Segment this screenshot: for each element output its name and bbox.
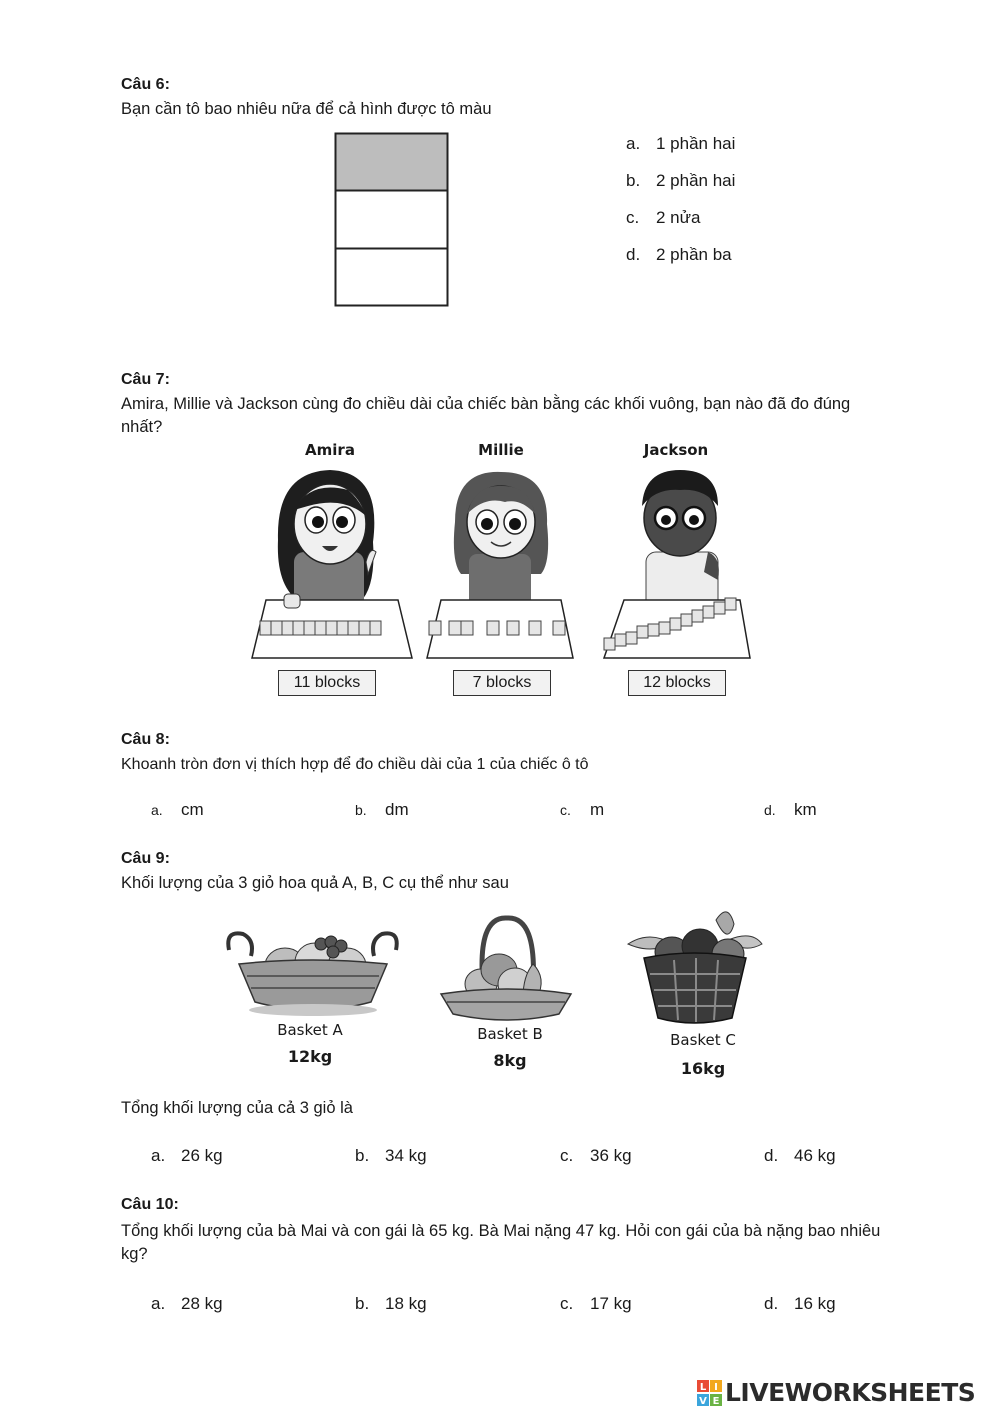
option-letter: c. xyxy=(560,802,571,818)
option-letter: d. xyxy=(764,802,776,818)
q9-option-c[interactable] xyxy=(560,1146,632,1166)
option-letter: d. xyxy=(626,245,641,264)
child-name-millie: Millie xyxy=(478,441,524,459)
unshaded-third-1 xyxy=(336,191,448,249)
option-letter: b. xyxy=(355,802,367,818)
q8-title: Câu 8: xyxy=(121,731,170,748)
logo-letter-e: E xyxy=(712,1396,720,1407)
millie-count: 7 blocks xyxy=(453,670,551,696)
option-text: 46 kg xyxy=(794,1146,836,1165)
child-name-amira: Amira xyxy=(305,441,355,459)
q10-option-c[interactable] xyxy=(560,1294,632,1314)
option-letter: d. xyxy=(764,1146,779,1165)
basket-b-illustration xyxy=(437,914,575,1024)
option-letter: a. xyxy=(151,802,163,818)
logo-text: LIVEWORKSHEETS xyxy=(725,1378,976,1407)
q8-option-a[interactable] xyxy=(151,800,204,820)
q6-text: Bạn cần tô bao nhiêu nữa để cả hình được tô màu xyxy=(121,100,492,118)
q10-option-a[interactable] xyxy=(151,1294,223,1314)
option-text: 26 kg xyxy=(181,1146,223,1165)
q6-option-a[interactable] xyxy=(626,134,735,154)
q9-question: Tổng khối lượng của cả 3 giỏ là xyxy=(121,1099,353,1117)
logo-letter-i: I xyxy=(714,1382,718,1393)
basket-b-weight: 8kg xyxy=(493,1051,527,1070)
logo-letter-v: V xyxy=(699,1396,707,1407)
fraction-thirds-figure xyxy=(334,132,450,308)
q7-title: Câu 7: xyxy=(121,371,170,388)
q6-option-c[interactable] xyxy=(626,208,700,228)
logo-grid-icon xyxy=(697,1380,723,1408)
q10-option-b[interactable] xyxy=(355,1294,427,1314)
basket-c-weight: 16kg xyxy=(680,1059,726,1078)
option-letter: a. xyxy=(151,1294,166,1313)
q6-option-b[interactable] xyxy=(626,171,735,191)
millie-blocks xyxy=(427,618,572,640)
option-letter: c. xyxy=(560,1146,574,1165)
option-letter: b. xyxy=(355,1146,370,1165)
option-letter: b. xyxy=(355,1294,370,1313)
option-text: 2 phần ba xyxy=(656,245,732,264)
basket-c-illustration xyxy=(624,900,764,1030)
option-text: 16 kg xyxy=(794,1294,836,1313)
option-letter: a. xyxy=(151,1146,166,1165)
q10-text: Tổng khối lượng của bà Mai và con gái là 65 kg. Bà Mai nặng 47 kg. Hỏi con gái của bà nặng bao nhiêu kg? xyxy=(121,1222,881,1263)
jackson-count: 12 blocks xyxy=(628,670,726,696)
option-text: dm xyxy=(385,800,409,819)
q8-text: Khoanh tròn đơn vị thích hợp để đo chiều dài của 1 của chiếc ô tô xyxy=(121,756,589,773)
q8-option-d[interactable] xyxy=(764,800,817,820)
shaded-third xyxy=(336,134,448,191)
unshaded-third-2 xyxy=(336,249,448,306)
option-text: 2 phần hai xyxy=(656,171,736,190)
q8-option-b[interactable] xyxy=(355,800,409,820)
option-text: cm xyxy=(181,800,204,819)
option-text: 18 kg xyxy=(385,1294,427,1313)
option-letter: b. xyxy=(626,171,641,190)
option-text: 1 phần hai xyxy=(656,134,736,153)
q9-option-a[interactable] xyxy=(151,1146,223,1166)
option-text: km xyxy=(794,800,817,819)
option-letter: d. xyxy=(764,1294,779,1313)
q10-title: Câu 10: xyxy=(121,1196,179,1213)
basket-c-label: Basket C xyxy=(670,1031,736,1049)
q6-option-d[interactable] xyxy=(626,245,732,265)
liveworksheets-logo[interactable] xyxy=(697,1378,997,1410)
amira-count: 11 blocks xyxy=(278,670,376,696)
logo-letter-l: L xyxy=(699,1382,707,1393)
option-text: 17 kg xyxy=(590,1294,632,1313)
basket-a-label: Basket A xyxy=(277,1021,343,1039)
option-letter: a. xyxy=(626,134,641,153)
q7-text: Amira, Millie và Jackson cùng đo chiều dài của chiếc bàn bằng các khối vuông, bạn nào đã đo đúng nhất? xyxy=(121,395,851,436)
option-text: 28 kg xyxy=(181,1294,223,1313)
q9-option-b[interactable] xyxy=(355,1146,427,1166)
q9-text: Khối lượng của 3 giỏ hoa quả A, B, C cụ thể như sau xyxy=(121,874,509,892)
q10-option-d[interactable] xyxy=(764,1294,836,1314)
jackson-blocks xyxy=(602,594,752,656)
option-text: 34 kg xyxy=(385,1146,427,1165)
q9-option-d[interactable] xyxy=(764,1146,836,1166)
child-name-jackson: Jackson xyxy=(643,441,709,459)
basket-a-illustration xyxy=(225,926,400,1018)
option-letter: c. xyxy=(626,208,640,227)
q6-title: Câu 6: xyxy=(121,76,170,93)
amira-blocks xyxy=(258,618,388,640)
basket-a-weight: 12kg xyxy=(287,1047,333,1066)
option-text: m xyxy=(590,800,605,819)
option-text: 36 kg xyxy=(590,1146,632,1165)
option-letter: c. xyxy=(560,1294,574,1313)
option-text: 2 nửa xyxy=(656,208,701,227)
q8-option-c[interactable] xyxy=(560,800,604,820)
q9-title: Câu 9: xyxy=(121,850,170,867)
basket-b-label: Basket B xyxy=(477,1025,543,1043)
